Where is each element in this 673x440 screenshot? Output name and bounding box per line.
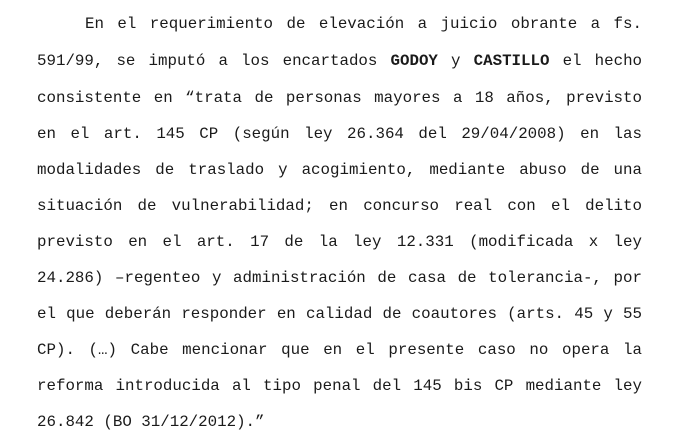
paragraph-line-2 [37, 52, 642, 70]
paragraph-line-12: 26.842 (BO 31/12/2012).” [37, 413, 265, 431]
paragraph-line-6: situación de vulnerabilidad; en concurso real con el delito [37, 197, 642, 215]
paragraph-line-4: en el art. 145 CP (según ley 26.364 del 29/04/2008) en las [37, 125, 642, 143]
defendant-name-godoy: GODOY [390, 52, 438, 70]
paragraph-line-1: En el requerimiento de elevación a juicio obrante a fs. [85, 15, 642, 33]
paragraph-line-3: consistente en “trata de personas mayores a 18 años, previsto [37, 89, 642, 107]
line-2-text-b: y [451, 52, 461, 70]
line-2-text-c: el hecho [562, 52, 643, 70]
paragraph-line-9: el que deberán responder en calidad de coautores (arts. 45 y 55 [37, 305, 642, 323]
paragraph-line-11: reforma introducida al tipo penal del 145 bis CP mediante ley [37, 377, 642, 395]
paragraph-line-5: modalidades de traslado y acogimiento, mediante abuso de una [37, 161, 642, 179]
line-2-text-a: 591/99, se imputó a los encartados [37, 52, 378, 70]
paragraph-line-8: 24.286) –regenteo y administración de casa de tolerancia-, por [37, 269, 642, 287]
defendant-name-castillo: CASTILLO [473, 52, 550, 70]
paragraph-line-10: CP). (…) Cabe mencionar que en el presente caso no opera la [37, 341, 642, 359]
paragraph-line-7: previsto en el art. 17 de la ley 12.331 (modificada x ley [37, 233, 642, 251]
